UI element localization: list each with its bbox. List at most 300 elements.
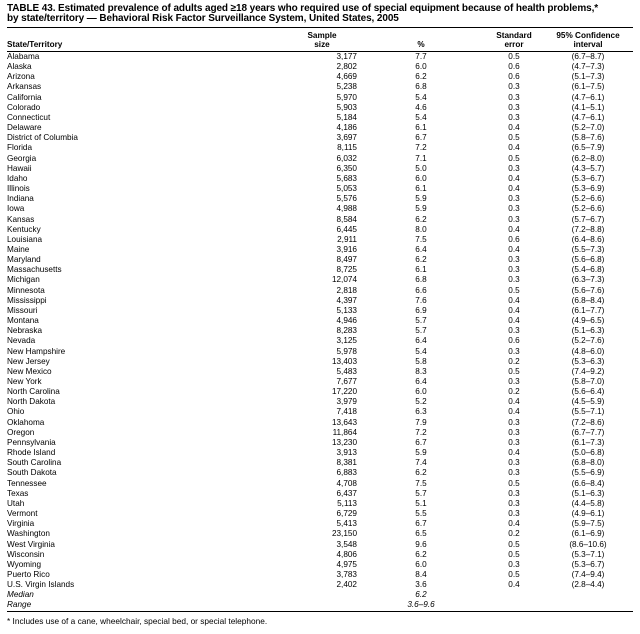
table-row: [7, 326, 633, 336]
table-row: [7, 336, 633, 346]
confidence-interval-cell: (5.2–7.0): [571, 123, 605, 133]
sample-size-cell: 8,725: [336, 265, 357, 275]
confidence-interval-cell: (4.9–6.5): [571, 316, 605, 326]
table-title: [7, 4, 633, 28]
table-row: [7, 82, 633, 92]
standard-error-cell: 0.5: [508, 366, 520, 376]
table-row: [7, 479, 633, 489]
standard-error-cell: 0.3: [508, 102, 520, 112]
standard-error-cell: 0.3: [508, 326, 520, 336]
percent-cell: 5.8: [415, 356, 427, 366]
state-cell: Vermont: [7, 509, 38, 519]
table-row: [7, 93, 633, 103]
sample-size-cell: 4,975: [336, 559, 357, 569]
sample-size-cell: 2,802: [336, 62, 357, 72]
sample-size-cell: 5,483: [336, 366, 357, 376]
confidence-interval-cell: (6.1–7.5): [571, 82, 605, 92]
state-cell: Puerto Rico: [7, 569, 50, 579]
state-cell: California: [7, 92, 42, 102]
confidence-interval-cell: (5.6–6.8): [571, 255, 605, 265]
standard-error-cell: 0.6: [508, 336, 520, 346]
table-row: [7, 489, 633, 499]
confidence-interval-cell: (5.2–6.6): [571, 204, 605, 214]
percent-cell: 6.9: [415, 305, 427, 315]
confidence-interval-cell: (7.4–9.4): [571, 569, 605, 579]
state-cell: Arizona: [7, 72, 35, 82]
standard-error-cell: 0.3: [508, 82, 520, 92]
standard-error-cell: 0.4: [508, 184, 520, 194]
standard-error-cell: [485, 600, 543, 611]
sample-size-cell: 3,125: [336, 336, 357, 346]
state-cell: Iowa: [7, 204, 25, 214]
sample-size-cell: 5,903: [336, 102, 357, 112]
sample-size-cell: 13,403: [331, 356, 357, 366]
standard-error-cell: 0.4: [508, 305, 520, 315]
header-state-territory: [7, 28, 287, 52]
sample-size-cell: 17,220: [331, 387, 357, 397]
confidence-interval-cell: (5.5–7.3): [571, 244, 605, 254]
sample-size-cell: 4,397: [336, 295, 357, 305]
percent-cell: 6.2: [415, 72, 427, 82]
sample-size-cell: 8,381: [336, 458, 357, 468]
sample-size-cell: 8,283: [336, 326, 357, 336]
sample-size-cell: 13,230: [331, 437, 357, 447]
state-cell: North Dakota: [7, 397, 56, 407]
percent-cell: 7.4: [415, 458, 427, 468]
percent-cell: 6.0: [415, 559, 427, 569]
state-cell: Nevada: [7, 336, 36, 346]
sample-size-cell: 5,683: [336, 173, 357, 183]
confidence-interval-cell: (6.4–8.6): [571, 234, 605, 244]
state-cell: Wisconsin: [7, 549, 45, 559]
sample-size-cell: 5,053: [336, 184, 357, 194]
state-cell: Wyoming: [7, 559, 42, 569]
standard-error-cell: 0.3: [508, 377, 520, 386]
percent-cell: 6.2: [415, 590, 427, 600]
confidence-interval-cell: (5.3–6.3): [571, 356, 605, 366]
standard-error-cell: 0.4: [508, 316, 520, 326]
confidence-interval-cell: (5.3–6.9): [571, 184, 605, 194]
percent-cell: 6.0: [415, 173, 427, 183]
sample-size-cell: 4,988: [336, 204, 357, 214]
standard-error-cell: 0.5: [508, 569, 520, 579]
table-row: [7, 509, 633, 519]
state-cell: New Mexico: [7, 366, 52, 376]
percent-cell: 6.8: [415, 275, 427, 285]
state-cell: West Virginia: [7, 539, 55, 549]
confidence-interval-cell: (6.2–8.0): [571, 153, 605, 163]
state-cell: New York: [7, 377, 42, 386]
sample-size-cell: 2,818: [336, 285, 357, 295]
table-row: [7, 62, 633, 72]
sample-size-cell: 3,697: [336, 133, 357, 143]
sample-size-cell: 5,133: [336, 305, 357, 315]
percent-cell: 4.6: [415, 102, 427, 112]
percent-cell: 7.5: [415, 234, 427, 244]
state-cell: Florida: [7, 143, 33, 153]
state-cell: Kansas: [7, 214, 35, 224]
standard-error-cell: 0.3: [508, 112, 520, 122]
header-confidence-interval-top: 95% Confidence: [556, 31, 620, 40]
state-cell: Range: [7, 600, 32, 610]
table-row: [7, 418, 633, 428]
standard-error-cell: 0.4: [508, 224, 520, 234]
table-row: [7, 367, 633, 377]
table-row: [7, 194, 633, 204]
confidence-interval-cell: (5.3–7.1): [571, 549, 605, 559]
summary-row: [7, 600, 633, 611]
confidence-interval-cell: (5.6–6.4): [571, 387, 605, 397]
confidence-interval-cell: (6.7–7.7): [571, 427, 605, 437]
percent-cell: 5.0: [415, 163, 427, 173]
sample-size-cell: 2,402: [336, 580, 357, 590]
table-row: [7, 357, 633, 367]
state-cell: Kentucky: [7, 224, 41, 234]
prevalence-table: [7, 28, 633, 612]
sample-size-cell: 8,497: [336, 255, 357, 265]
sample-size-cell: 3,783: [336, 569, 357, 579]
standard-error-cell: 0.5: [508, 52, 520, 61]
table-row: [7, 519, 633, 529]
confidence-interval-cell: (5.1–7.3): [571, 72, 605, 82]
confidence-interval-cell: (4.7–6.1): [571, 112, 605, 122]
standard-error-cell: 0.2: [508, 387, 520, 397]
confidence-interval-cell: (5.3–6.7): [571, 559, 605, 569]
state-cell: Virginia: [7, 519, 35, 529]
table-row: [7, 245, 633, 255]
confidence-interval-cell: [543, 590, 633, 600]
sample-size-cell: [287, 590, 357, 600]
percent-cell: 7.1: [415, 153, 427, 163]
table-row: [7, 448, 633, 458]
sample-size-cell: 5,970: [336, 92, 357, 102]
standard-error-cell: 0.5: [508, 153, 520, 163]
standard-error-cell: 0.3: [508, 214, 520, 224]
table-row: [7, 468, 633, 478]
table-row: [7, 499, 633, 509]
percent-cell: 6.5: [415, 529, 427, 539]
header-sample-size-label: size: [314, 40, 330, 49]
state-cell: Illinois: [7, 184, 30, 194]
header-row: [7, 28, 633, 52]
state-cell: Oregon: [7, 427, 35, 437]
percent-cell: 5.9: [415, 204, 427, 214]
percent-cell: 3.6: [415, 580, 427, 590]
sample-size-cell: 13,643: [331, 417, 357, 427]
percent-cell: 7.9: [415, 417, 427, 427]
confidence-interval-cell: (4.8–6.0): [571, 346, 605, 356]
table-row: [7, 204, 633, 214]
confidence-interval-cell: (5.1–6.3): [571, 488, 605, 498]
table-row: [7, 103, 633, 113]
standard-error-cell: 0.5: [508, 539, 520, 549]
percent-cell: 6.4: [415, 244, 427, 254]
header-standard-error-label: error: [504, 40, 524, 49]
table-row: [7, 154, 633, 164]
confidence-interval-cell: (5.2–6.6): [571, 194, 605, 204]
confidence-interval-cell: (5.2–7.6): [571, 336, 605, 346]
confidence-interval-cell: (7.4–9.2): [571, 366, 605, 376]
state-cell: North Carolina: [7, 387, 60, 397]
sample-size-cell: 3,979: [336, 397, 357, 407]
header-state-territory-label: State/Territory: [7, 40, 63, 49]
table-row: [7, 387, 633, 397]
confidence-interval-cell: (4.1–5.1): [571, 102, 605, 112]
confidence-interval-cell: (6.8–8.0): [571, 458, 605, 468]
confidence-interval-cell: (6.3–7.3): [571, 275, 605, 285]
header-confidence-interval: [543, 28, 633, 52]
sample-size-cell: 6,350: [336, 163, 357, 173]
standard-error-cell: 0.3: [508, 92, 520, 102]
standard-error-cell: 0.6: [508, 72, 520, 82]
percent-cell: 6.1: [415, 123, 427, 133]
state-cell: Montana: [7, 316, 39, 326]
state-cell: Idaho: [7, 173, 28, 183]
confidence-interval-cell: (5.4–6.8): [571, 265, 605, 275]
state-cell: Indiana: [7, 194, 34, 204]
sample-size-cell: 5,978: [336, 346, 357, 356]
percent-cell: 5.5: [415, 509, 427, 519]
percent-cell: 5.4: [415, 92, 427, 102]
percent-cell: 5.4: [415, 346, 427, 356]
confidence-interval-cell: (5.7–6.7): [571, 214, 605, 224]
sample-size-cell: 23,150: [331, 529, 357, 539]
percent-cell: 5.7: [415, 326, 427, 336]
confidence-interval-cell: (5.0–6.8): [571, 448, 605, 458]
header-percent-label: %: [417, 40, 425, 49]
standard-error-cell: 0.3: [508, 275, 520, 285]
table-row: [7, 225, 633, 235]
confidence-interval-cell: (5.3–6.7): [571, 173, 605, 183]
percent-cell: 5.7: [415, 316, 427, 326]
sample-size-cell: 5,576: [336, 194, 357, 204]
standard-error-cell: 0.4: [508, 580, 520, 590]
confidence-interval-cell: (6.8–8.4): [571, 295, 605, 305]
standard-error-cell: 0.3: [508, 204, 520, 214]
state-cell: Michigan: [7, 275, 40, 285]
sample-size-cell: 5,413: [336, 519, 357, 529]
percent-cell: 5.2: [415, 397, 427, 407]
sample-size-cell: 4,806: [336, 549, 357, 559]
sample-size-cell: 6,437: [336, 488, 357, 498]
sample-size-cell: 4,669: [336, 72, 357, 82]
sample-size-cell: 6,883: [336, 468, 357, 478]
standard-error-cell: 0.4: [508, 397, 520, 407]
table-row: [7, 72, 633, 82]
percent-cell: 6.0: [415, 387, 427, 397]
sample-size-cell: 11,864: [332, 427, 357, 437]
standard-error-cell: 0.4: [508, 448, 520, 458]
percent-cell: 8.4: [415, 569, 427, 579]
percent-cell: 3.6–9.6: [407, 600, 435, 610]
sample-size-cell: 4,708: [336, 478, 357, 488]
standard-error-cell: [485, 590, 543, 600]
standard-error-cell: 0.3: [508, 498, 520, 508]
state-cell: Nebraska: [7, 326, 43, 336]
standard-error-cell: 0.3: [508, 437, 520, 447]
state-cell: Maine: [7, 244, 30, 254]
percent-cell: 6.7: [415, 133, 427, 143]
table-row: [7, 184, 633, 194]
standard-error-cell: 0.3: [508, 509, 520, 519]
state-cell: Pennsylvania: [7, 437, 56, 447]
table-row: [7, 255, 633, 265]
percent-cell: 6.3: [415, 407, 427, 417]
state-cell: Oklahoma: [7, 417, 45, 427]
standard-error-cell: 0.5: [508, 285, 520, 295]
state-cell: Minnesota: [7, 285, 45, 295]
state-cell: Missouri: [7, 305, 38, 315]
confidence-interval-cell: (4.7–7.3): [571, 62, 605, 72]
state-cell: New Hampshire: [7, 346, 66, 356]
state-cell: Louisiana: [7, 234, 43, 244]
table-row: [7, 316, 633, 326]
header-confidence-interval-label: interval: [573, 40, 603, 49]
percent-cell: 7.2: [415, 143, 427, 153]
sample-size-cell: 4,946: [336, 316, 357, 326]
table-row: [7, 580, 633, 590]
table-row: [7, 397, 633, 407]
summary-row: [7, 590, 633, 600]
standard-error-cell: 0.2: [508, 529, 520, 539]
confidence-interval-cell: (6.6–8.4): [571, 478, 605, 488]
state-cell: Maryland: [7, 255, 41, 265]
confidence-interval-cell: (7.2–8.8): [571, 224, 605, 234]
standard-error-cell: 0.5: [508, 549, 520, 559]
state-cell: Alaska: [7, 62, 32, 72]
standard-error-cell: 0.3: [508, 163, 520, 173]
state-cell: Washington: [7, 529, 50, 539]
table-row: [7, 296, 633, 306]
confidence-interval-cell: (4.3–5.7): [571, 163, 605, 173]
percent-cell: 6.7: [415, 519, 427, 529]
percent-cell: 7.7: [415, 52, 427, 61]
state-cell: Tennessee: [7, 478, 47, 488]
standard-error-cell: 0.5: [508, 133, 520, 143]
header-standard-error: [485, 28, 543, 52]
sample-size-cell: 3,548: [336, 539, 357, 549]
standard-error-cell: 0.3: [508, 255, 520, 265]
table-title-line1: TABLE 43. Estimated prevalence of adults aged ≥18 years who required use of special equipment because of health problems,*: [7, 3, 599, 14]
standard-error-cell: 0.3: [508, 417, 520, 427]
table-row: [7, 347, 633, 357]
sample-size-cell: 8,584: [336, 214, 357, 224]
state-cell: Alabama: [7, 52, 40, 61]
sample-size-cell: 2,911: [337, 234, 357, 244]
sample-size-cell: 5,238: [336, 82, 357, 92]
state-cell: Utah: [7, 498, 25, 508]
header-standard-error-top: Standard: [496, 31, 532, 40]
state-cell: Texas: [7, 488, 29, 498]
sample-size-cell: 3,177: [336, 52, 357, 61]
state-cell: Mississippi: [7, 295, 47, 305]
state-cell: Rhode Island: [7, 448, 56, 458]
confidence-interval-cell: [543, 600, 633, 611]
percent-cell: 6.0: [415, 62, 427, 72]
header-sample-size-top: Sample: [307, 31, 337, 40]
confidence-interval-cell: (6.5–7.9): [571, 143, 605, 153]
state-cell: Arkansas: [7, 82, 42, 92]
percent-cell: 7.6: [415, 295, 427, 305]
sample-size-cell: 7,418: [336, 407, 357, 417]
percent-cell: 6.2: [415, 468, 427, 478]
table-row: [7, 52, 633, 63]
sample-size-cell: 12,074: [331, 275, 357, 285]
state-cell: South Carolina: [7, 458, 62, 468]
sample-size-cell: 6,729: [336, 509, 357, 519]
percent-cell: 6.2: [415, 549, 427, 559]
table-row: [7, 306, 633, 316]
table-row: [7, 428, 633, 438]
percent-cell: 5.7: [415, 488, 427, 498]
table-row: [7, 458, 633, 468]
standard-error-cell: 0.2: [508, 356, 520, 366]
confidence-interval-cell: (6.1–7.3): [571, 437, 605, 447]
table-row: [7, 143, 633, 153]
standard-error-cell: 0.3: [508, 346, 520, 356]
sample-size-cell: 5,113: [337, 498, 357, 508]
table-title-line2: by state/territory — Behavioral Risk Factor Surveillance System, United States, 2005: [7, 13, 399, 24]
percent-cell: 6.8: [415, 82, 427, 92]
percent-cell: 6.2: [415, 214, 427, 224]
table-header: [7, 28, 633, 52]
state-cell: New Jersey: [7, 356, 50, 366]
table-row: [7, 377, 633, 387]
sample-size-cell: 5,184: [336, 112, 357, 122]
confidence-interval-cell: (4.4–5.8): [571, 498, 605, 508]
confidence-interval-cell: (5.5–7.1): [571, 407, 605, 417]
percent-cell: 6.2: [415, 255, 427, 265]
confidence-interval-cell: (5.8–7.6): [571, 133, 605, 143]
percent-cell: 5.9: [415, 194, 427, 204]
confidence-interval-cell: (5.8–7.0): [571, 377, 605, 386]
state-cell: Median: [7, 590, 34, 600]
percent-cell: 7.5: [415, 478, 427, 488]
confidence-interval-cell: (6.7–8.7): [571, 52, 605, 61]
confidence-interval-cell: (5.5–6.9): [571, 468, 605, 478]
state-cell: Colorado: [7, 102, 41, 112]
table-row: [7, 265, 633, 275]
percent-cell: 8.3: [415, 366, 427, 376]
sample-size-cell: 3,913: [336, 448, 357, 458]
standard-error-cell: 0.3: [508, 488, 520, 498]
table-row: [7, 540, 633, 550]
sample-size-cell: 4,186: [336, 123, 357, 133]
confidence-interval-cell: (4.7–6.1): [571, 92, 605, 102]
table-row: [7, 215, 633, 225]
standard-error-cell: 0.4: [508, 295, 520, 305]
standard-error-cell: 0.3: [508, 559, 520, 569]
percent-cell: 6.4: [415, 336, 427, 346]
standard-error-cell: 0.3: [508, 194, 520, 204]
footnote: * Includes use of a cane, wheelchair, special bed, or special telephone.: [7, 615, 268, 626]
table-row: [7, 174, 633, 184]
standard-error-cell: 0.4: [508, 123, 520, 133]
confidence-interval-cell: (4.5–5.9): [571, 397, 605, 407]
sample-size-cell: 3,916: [336, 244, 357, 254]
percent-cell: 9.6: [415, 539, 427, 549]
confidence-interval-cell: (7.2–8.6): [571, 417, 605, 427]
standard-error-cell: 0.3: [508, 458, 520, 468]
state-cell: District of Columbia: [7, 133, 78, 143]
sample-size-cell: [287, 600, 357, 611]
standard-error-cell: 0.4: [508, 143, 520, 153]
state-cell: Massachusetts: [7, 265, 62, 275]
state-cell: U.S. Virgin Islands: [7, 580, 75, 590]
percent-cell: 5.1: [415, 498, 427, 508]
confidence-interval-cell: (6.1–6.9): [571, 529, 605, 539]
sample-size-cell: 6,445: [336, 224, 357, 234]
